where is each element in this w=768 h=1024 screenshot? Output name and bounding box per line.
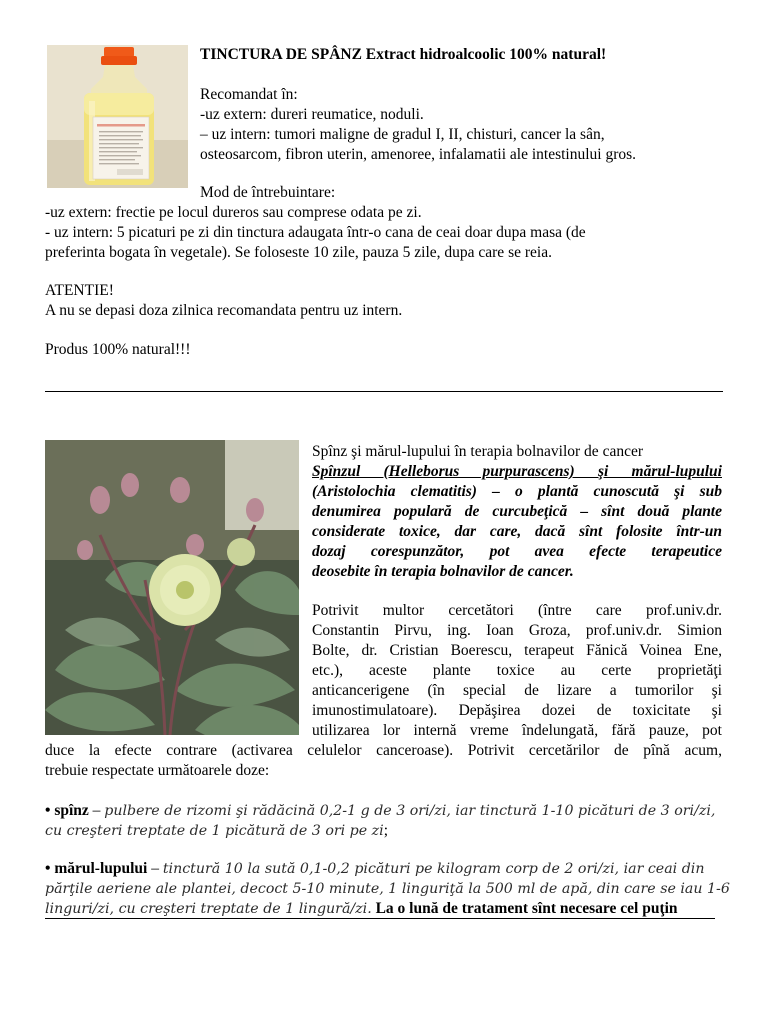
body-line-7: utilizarea lor internă vreme îndelungată, fără pauze, pot	[312, 722, 722, 739]
bullet: •	[45, 860, 51, 877]
section-divider	[45, 391, 723, 392]
dose-spinz-text-1: pulbere de rizomi şi rădăcină 0,2-1 g de 3 ori/zi, iar tinctură 1-10 picături de 3 ori/zi,	[104, 803, 716, 819]
dose-marul-text-3-bold: La o lună de tratament sînt necesare cel puţin	[371, 900, 678, 917]
bullet: •	[45, 802, 51, 819]
body-line-6: imunostimulatoare). Depăşirea dozei de toxicitate şi	[312, 702, 722, 719]
dose-spinz-text-2: cu creşteri treptate de 1 picătură de 3 ori pe zi	[45, 823, 384, 839]
intro-line-3: denumirea populară de curcubeţică – sînt două plante	[312, 503, 722, 520]
dose-spinz-name: spînz	[54, 802, 89, 819]
body-line-3: Bolte, dr. Cristian Boerescu, terapeut Fănică Voinea Ene,	[312, 642, 722, 659]
dose-marul-text-3: linguri/zi, cu creşteri treptate de 1 lingură/zi.	[45, 901, 372, 917]
dose-marul-line-1	[45, 860, 704, 878]
dose-spinz-line-2	[45, 822, 388, 840]
product-title: TINCTURA DE SPÂNZ Extract hidroalcoolic 100% natural!	[200, 46, 607, 63]
hellebore-plant-image	[45, 440, 299, 735]
dose-marul-name: mărul-lupului	[54, 860, 148, 877]
warning-text: A nu se depasi doza zilnica recomandata pentru uz intern.	[45, 302, 403, 319]
body-line-9: trebuie respectate următoarele doze:	[45, 762, 270, 779]
recommended-heading: Recomandat în:	[200, 86, 298, 103]
intro-line-2: (Aristolochia clematitis) – o plantă cunoscută şi sub	[312, 483, 722, 500]
intro-line-5: dozaj corespunzător, pot avea efecte terapeutice	[312, 543, 722, 560]
bottle-illustration	[47, 45, 188, 188]
dose-spinz-dash: –	[88, 802, 105, 819]
intro-line-1: Spînzul (Helleborus purpurascens) şi mărul-lupului	[312, 463, 722, 480]
dose-spinz-end: ;	[383, 822, 388, 839]
usage-heading: Mod de întrebuintare:	[200, 184, 336, 201]
dose-marul-dash: –	[147, 860, 163, 877]
plant-illustration	[45, 440, 299, 735]
usage-intern-line-1: - uz intern: 5 picaturi pe zi din tinctura adaugata într-o cana de ceai doar dupa masa (de	[45, 224, 586, 241]
body-line-8: duce la efecte contrare (activarea celulelor canceroase). Potrivit cercetărilor de pînă acum,	[45, 742, 722, 759]
body-line-1: Potrivit multor cercetători (între care prof.univ.dr.	[312, 602, 722, 619]
extern-use-text: -uz extern: dureri reumatice, noduli.	[200, 106, 424, 123]
intro-line-4: considerate toxice, dar care, dacă sînt folosite într-un	[312, 523, 722, 540]
intro-line-6: deosebite în terapia bolnavilor de cancer.	[312, 563, 574, 580]
dose-marul-text-2: părţile aeriene ale plantei, decoct 5-10 minute, 1 linguriţă la 500 ml de apă, din care se iau 1-6	[45, 881, 730, 897]
usage-extern-text: -uz extern: frectie pe locul dureros sau comprese odata pe zi.	[45, 204, 422, 221]
natural-note: Produs 100% natural!!!	[45, 341, 191, 358]
dose-marul-line-2	[45, 880, 730, 898]
product-bottle-image	[47, 45, 188, 188]
intern-use-line-2: osteosarcom, fibron uterin, amenoree, infalamatii ale intestinului gros.	[200, 146, 637, 163]
body-line-2: Constantin Pirvu, ing. Ioan Groza, prof.univ.dr. Simion	[312, 622, 722, 639]
dose-spinz-line-1	[45, 802, 715, 820]
dose-marul-text-1: tinctură 10 la sută 0,1-0,2 picături pe kilogram corp de 2 ori/zi, iar ceai din	[162, 861, 705, 877]
usage-intern-line-2: preferinta bogata în vegetale). Se foloseste 10 zile, pauza 5 zile, dupa care se reia.	[45, 244, 552, 261]
article-title: Spînz şi mărul-lupului în terapia bolnavilor de cancer	[312, 443, 643, 460]
body-line-5: anticancerigene (în special de lizare a tumorilor şi	[312, 682, 722, 699]
body-line-4: etc.), aceste plante toxice au certe proprietăţi	[312, 662, 722, 679]
dose-marul-line-3	[45, 900, 715, 919]
intern-use-line-1: – uz intern: tumori maligne de gradul I, II, chisturi, cancer la sân,	[200, 126, 605, 143]
warning-heading: ATENTIE!	[45, 282, 114, 299]
